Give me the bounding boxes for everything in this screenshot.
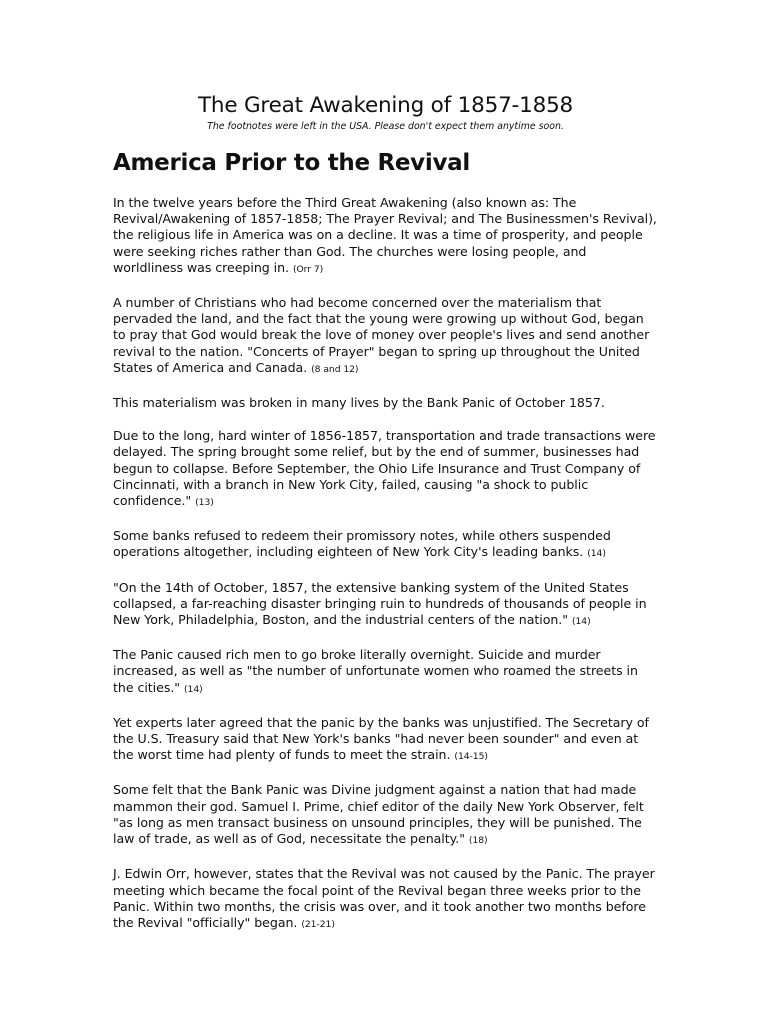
citation: (18) [468,835,488,847]
citation: (14) [184,683,203,695]
paragraph-text: A number of Christians who had become concerned over the materialism that pervaded the land, and the fact that the young were growing up without God, began to pray that God would break the love of money over people's lives and send another revival to the nation. "Concerts of Prayer" began to spring up throughout the United States of America and Canada. [113,295,650,375]
paragraph-list [113,195,658,933]
citation: (13) [195,497,214,509]
paragraph [113,195,658,278]
paragraph-text: Yet experts later agreed that the panic by the banks was unjustified. The Secretary of the U.S. Treasury said that New York's banks "had never been sounder" and even at the worst time had plenty of funds to meet the strain. [113,714,649,763]
paragraph [113,647,658,698]
paragraph-text: Some felt that the Bank Panic was Divine judgment against a nation that had made mammon their god. Samuel I. Prime, chief editor of the daily New York Observer, felt "as long as men transact business on unsound principles, they will be punished. The law of trade, as well as of God, necessitate the penalty." [113,782,644,847]
section-heading: America Prior to the Revival [113,150,470,176]
paragraph [113,715,658,766]
paragraph-text: "On the 14th of October, 1857, the extensive banking system of the United States collapsed, a far-reaching disaster bringing ruin to hundreds of thousands of people in New York, Philadelphia, Boston, and the industrial centers of the nation." [113,579,647,628]
paragraph [113,395,658,411]
paragraph-text: The Panic caused rich men to go broke literally overnight. Suicide and murder increased, as well as "the number of unfortunate women who roamed the streets in the cities." [113,647,638,695]
citation: (14) [587,548,606,560]
paragraph [113,866,658,933]
paragraph [113,528,658,562]
document-title: The Great Awakening of 1857-1858 [197,93,574,118]
citation: (8 and 12) [311,363,359,375]
paragraph-text: J. Edwin Orr, however, states that the Revival was not caused by the Panic. The prayer meeting which became the focal point of the Revival began three weeks prior to the Panic. Within two months, the crisis was over, and it took another two months before the Revival "officially" began. [113,866,655,930]
paragraph-text: In the twelve years before the Third Great Awakening (also known as: The Revival/Awakening of 1857-1858; The Prayer Revival; and The Businessmen's Revival), the religious life in America was on a decline. It was a time of prosperity, and people were seeking riches rather than God. The churches were losing people, and worldliness was creeping in. [113,195,657,275]
paragraph [113,428,658,511]
citation: (21-21) [301,918,335,930]
citation: (14-15) [454,751,488,763]
paragraph [113,295,658,378]
paragraph [113,782,658,849]
citation: (14) [571,616,591,628]
document-subtitle: The footnotes were left in the USA. Please don't expect them anytime soon. [207,121,564,132]
citation: (Orr 7) [292,263,324,275]
document-page [113,92,658,950]
paragraph-text: This materialism was broken in many lives by the Bank Panic of October 1857. [113,395,605,411]
paragraph [113,580,658,631]
paragraph-text: Due to the long, hard winter of 1856-1857, transportation and trade transactions were delayed. The spring brought some relief, but by the end of summer, businesses had begun to collapse. Before September, the Ohio Life Insurance and Trust Company of Cincinnati, with a branch in New York City, failed, causing "a shock to public confidence." [113,428,656,509]
paragraph-text: Some banks refused to redeem their promissory notes, while others suspended operations altogether, including eighteen of New York City's leading banks. [113,528,611,560]
